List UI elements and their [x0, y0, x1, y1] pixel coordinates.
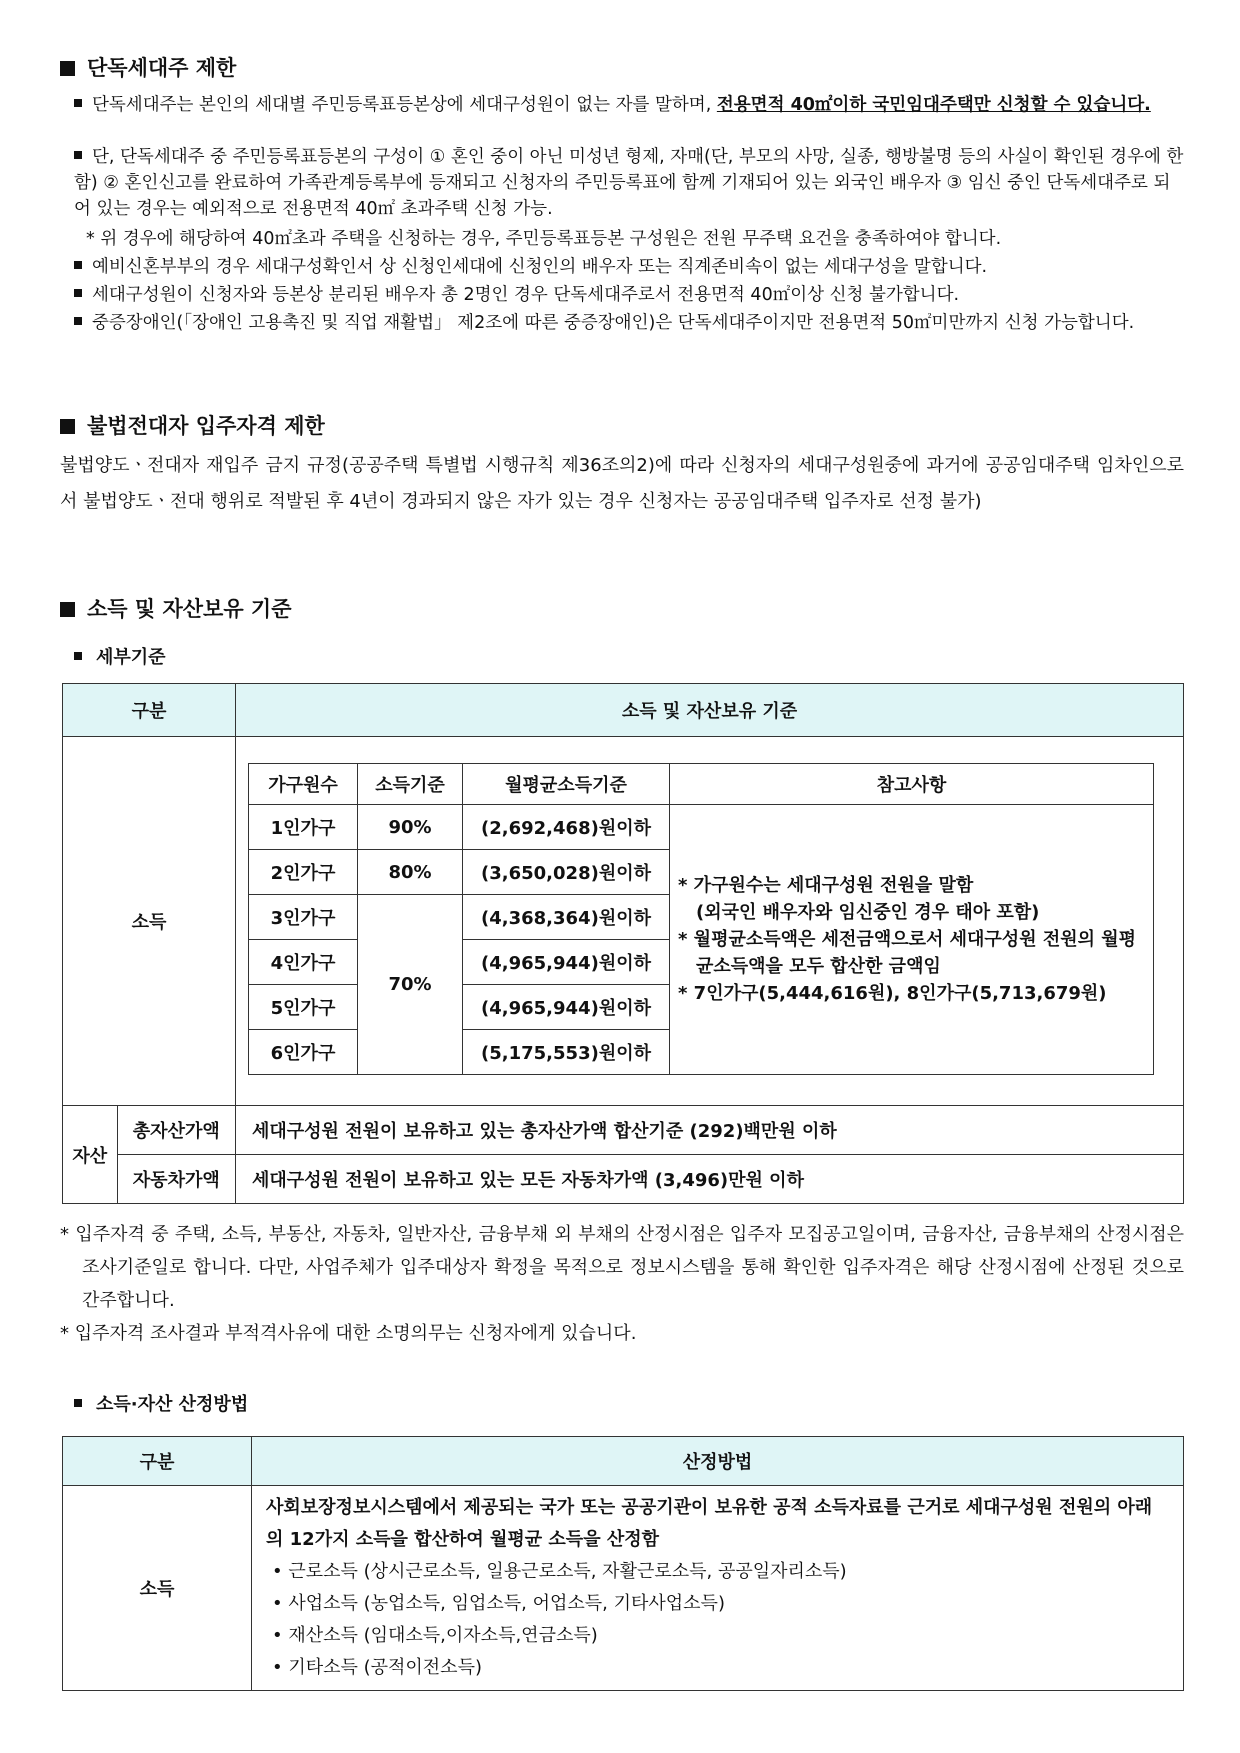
income-label: 소득 [63, 737, 236, 1106]
bullet-icon [74, 261, 82, 269]
asset-label: 자산 [63, 1106, 118, 1204]
footnotes [60, 1218, 1184, 1350]
income-table [248, 763, 1154, 1075]
household-size: 6인가구 [249, 1030, 358, 1075]
section-title-single-household: 단독세대주 제한 [60, 52, 236, 82]
inner-header-notes: 참고사항 [670, 764, 1154, 805]
note-line: (외국인 배우자와 임신중인 경우 태아 포함) [696, 902, 1040, 923]
section-title-income-assets: 소득 및 자산보유 기준 [60, 593, 292, 623]
bullet-separated-spouse: 세대구성원이 신청자와 등본상 분리된 배우자 총 2명인 경우 단독세대주로서 전용면적 40㎡이상 신청 불가합니다. [74, 282, 1184, 308]
bullet-single-household-definition: 단독세대주는 본인의 세대별 주민등록표등본상에 세대구성원이 없는 자를 말하며, 전용면적 40㎡이하 국민임대주택만 신청할 수 있습니다. [74, 92, 1184, 118]
bullet-icon [74, 99, 82, 107]
inner-header-income-std: 소득기준 [358, 764, 463, 805]
list-item: • 기타소득 (공적이전소득) [272, 1657, 482, 1678]
header-category: 구분 [63, 684, 236, 737]
bullet-icon [74, 652, 82, 660]
total-asset-label: 총자산가액 [117, 1106, 235, 1155]
footnote-1: * 입주자격 중 주택, 소득, 부동산, 자동차, 일반자산, 금융부채 외 부채의 산정시점은 입주자 모집공고일이며, 금융자산, 금융부채의 산정시점은 조사기준일로 합니다. 다만, 사업주체가 입주대상자 확정을 목적으로 정보시스템을 통해 확인한 입주자격은 해당 산정시점에 산정된 것으로 간주합니다. [60, 1224, 1184, 1311]
subsection-detailed-criteria: 세부기준 [74, 643, 166, 669]
square-bullet-icon [60, 419, 75, 434]
income-amount: (5,175,553)원이하 [463, 1030, 670, 1075]
income-amount: (3,650,028)원이하 [463, 850, 670, 895]
car-text: 세대구성원 전원이 보유하고 있는 모든 자동차가액 (3,496)만원 이하 [236, 1155, 1184, 1204]
list-item: • 근로소득 (상시근로소득, 일용근로소득, 자활근로소득, 공공일자리소득) [272, 1561, 847, 1582]
criteria-table [62, 683, 1184, 1204]
income-cell [236, 737, 1184, 1106]
notes-cell [670, 805, 1154, 1075]
note-line: * 7인가구(5,444,616원), 8인가구(5,713,679원) [678, 983, 1107, 1004]
square-bullet-icon [60, 61, 75, 76]
income-pct: 70% [358, 895, 463, 1075]
income-pct: 80% [358, 850, 463, 895]
note-line: * 가구원수는 세대구성원 전원을 말함 [678, 875, 974, 896]
income-amount: (4,965,944)원이하 [463, 940, 670, 985]
header-method: 산정방법 [252, 1437, 1184, 1486]
income-amount: (2,692,468)원이하 [463, 805, 670, 850]
total-asset-text: 세대구성원 전원이 보유하고 있는 총자산가액 합산기준 (292)백만원 이하 [236, 1106, 1184, 1155]
income-amount: (4,368,364)원이하 [463, 895, 670, 940]
bullet-icon [74, 289, 82, 297]
bullet-icon [74, 1399, 82, 1407]
method-cell [252, 1486, 1184, 1691]
exception-note: * 위 경우에 해당하여 40㎡초과 주택을 신청하는 경우, 주민등록표등본 구성원은 전원 무주택 요건을 충족하여야 합니다. [86, 229, 1002, 249]
household-size: 3인가구 [249, 895, 358, 940]
calculation-table [62, 1436, 1184, 1691]
list-item: • 사업소득 (농업소득, 임업소득, 어업소득, 기타사업소득) [272, 1593, 725, 1614]
income-amount: (4,965,944)원이하 [463, 985, 670, 1030]
income-label: 소득 [63, 1486, 252, 1691]
list-item: • 재산소득 (임대소득,이자소득,연금소득) [272, 1625, 598, 1646]
square-bullet-icon [60, 602, 75, 617]
inner-header-household: 가구원수 [249, 764, 358, 805]
footnote-2: * 입주자격 조사결과 부적격사유에 대한 소명의무는 신청자에게 있습니다. [60, 1323, 637, 1344]
inner-header-monthly: 월평균소득기준 [463, 764, 670, 805]
header-category: 구분 [63, 1437, 252, 1486]
household-size: 1인가구 [249, 805, 358, 850]
illegal-sublease-text: 불법양도ㆍ전대자 재입주 금지 규정(공공주택 특별법 시행규칙 제36조의2)에 따라 신청자의 세대구성원중에 과거에 공공임대주택 임차인으로서 불법양도ㆍ전대 행위로 적발된 후 4년이 경과되지 않은 자가 있는 경우 신청자는 공공임대주택 입주자로 선정 불가) [60, 455, 1184, 512]
table-row [249, 805, 1154, 850]
header-criteria: 소득 및 자산보유 기준 [236, 684, 1184, 737]
bullet-prenewlyweds: 예비신혼부부의 경우 세대구성확인서 상 신청인세대에 신청인의 배우자 또는 직계존비속이 없는 세대구성을 말합니다. [74, 254, 1184, 280]
bullet-icon [74, 317, 82, 325]
subsection-calculation-method: 소득·자산 산정방법 [74, 1390, 248, 1416]
household-size: 2인가구 [249, 850, 358, 895]
income-pct: 90% [358, 805, 463, 850]
car-label: 자동차가액 [117, 1155, 235, 1204]
note-line: * 월평균소득액은 세전금액으로서 세대구성원 전원의 월평균소득액을 모두 합산한 금액임 [678, 929, 1137, 977]
bullet-icon [74, 151, 82, 159]
bullet-exception: 단, 단독세대주 중 주민등록표등본의 구성이 ① 혼인 중이 아닌 미성년 형제, 자매(단, 부모의 사망, 실종, 행방불명 등의 사실이 확인된 경우에 한함) ② 혼인신고를 완료하여 가족관계등록부에 등재되고 신청자의 주민등록표에 함께 기재되어 있는 외국인 배우자 ③ 임신 중인 단독세대주로 되어 있는 경우는 예외적으로 전용면적 40㎡ 초과주택 신청 가능. [74, 147, 1184, 219]
household-size: 5인가구 [249, 985, 358, 1030]
method-intro: 사회보장정보시스템에서 제공되는 국가 또는 공공기관이 보유한 공적 소득자료를 근거로 세대구성원 전원의 아래의 12가지 소득을 합산하여 월평균 소득을 산정함 [266, 1497, 1153, 1550]
section-title-illegal-sublease: 불법전대자 입주자격 제한 [60, 410, 325, 440]
bullet-disabled: 중증장애인(「장애인 고용촉진 및 직업 재활법」 제2조에 따른 중증장애인)은 단독세대주이지만 전용면적 50㎡미만까지 신청 가능합니다. [74, 310, 1184, 336]
household-size: 4인가구 [249, 940, 358, 985]
